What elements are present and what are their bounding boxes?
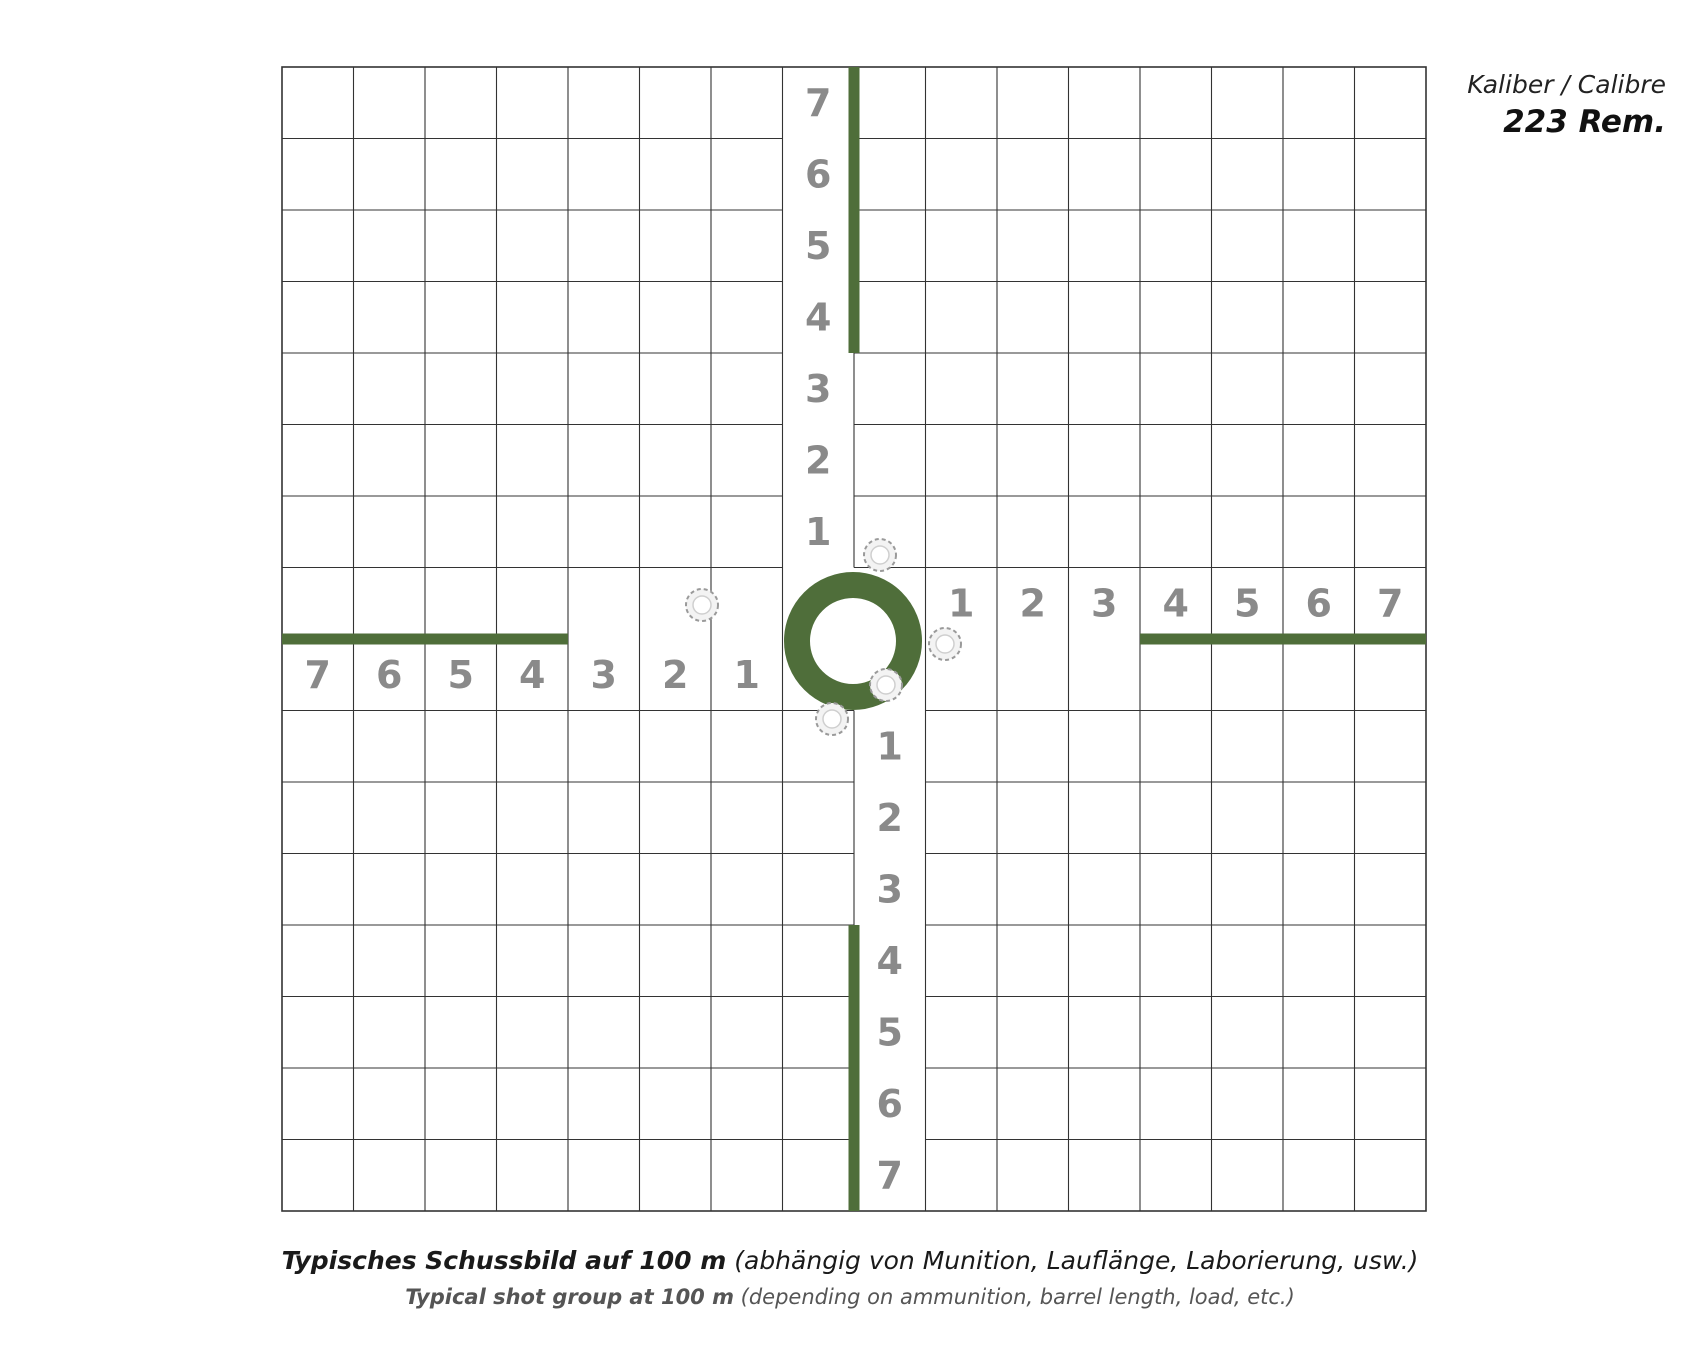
axis-label-left: 3 [590, 652, 617, 697]
axis-label-right: 5 [1234, 581, 1261, 626]
caption-english-bold: Typical shot group at 100 m [405, 1285, 734, 1309]
axis-label-up: 6 [805, 152, 832, 197]
caption-english-rest: (depending on ammunition, barrel length, load, etc.) [733, 1285, 1295, 1309]
axis-label-right: 2 [1019, 581, 1046, 626]
axis-label-right: 6 [1305, 581, 1332, 626]
axis-bar-top [849, 67, 860, 353]
axis-label-up: 3 [805, 366, 832, 411]
axis-label-right: 1 [948, 581, 975, 626]
axis-label-down: 1 [876, 724, 903, 769]
axis-label-right: 3 [1091, 581, 1118, 626]
axis-label-up: 7 [805, 80, 832, 125]
axis-label-down: 3 [876, 867, 903, 912]
caption-english [0, 1285, 1700, 1309]
axis-label-down: 4 [876, 938, 903, 983]
axis-label-left: 6 [376, 652, 403, 697]
axis-label-right: 4 [1162, 581, 1189, 626]
axis-label-down: 6 [876, 1081, 903, 1126]
caliber-value: 223 Rem. [1503, 104, 1666, 140]
axis-label-right: 7 [1377, 581, 1404, 626]
shot-hole-center [823, 710, 841, 728]
axis-label-left: 4 [519, 652, 546, 697]
axis-bar-bottom [849, 925, 860, 1211]
axis-label-left: 5 [447, 652, 474, 697]
caption-german-bold: Typisches Schussbild auf 100 m [281, 1246, 727, 1275]
axis-label-left: 2 [662, 652, 689, 697]
axis-label-down: 2 [876, 795, 903, 840]
axis-label-left: 7 [304, 652, 331, 697]
axis-label-down: 5 [876, 1010, 903, 1055]
axis-label-up: 4 [805, 295, 832, 340]
axis-label-left: 1 [733, 652, 760, 697]
axis-label-down: 7 [876, 1153, 903, 1198]
axis-bar-left [282, 634, 568, 645]
caption-german-rest: (abhängig von Munition, Lauflänge, Laborierung, usw.) [726, 1246, 1419, 1275]
shot-hole-center [877, 676, 895, 694]
axis-bar-right [1140, 634, 1426, 645]
axis-label-up: 2 [805, 438, 832, 483]
axis-label-up: 1 [805, 509, 832, 554]
caption-german [0, 1246, 1700, 1275]
caliber-label: Kaliber / Calibre [1467, 70, 1666, 99]
shot-hole-center [871, 546, 889, 564]
shot-hole-center [693, 596, 711, 614]
axis-label-up: 5 [805, 223, 832, 268]
shot-hole-center [936, 635, 954, 653]
